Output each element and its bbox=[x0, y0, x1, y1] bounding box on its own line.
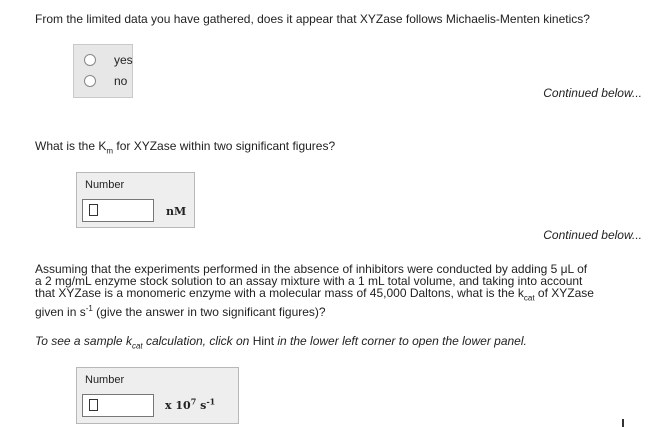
kcat-number-label: Number bbox=[85, 374, 125, 386]
km-number-panel bbox=[76, 172, 195, 228]
q3-line-4-after: (give the answer in two significant figures)? bbox=[92, 305, 326, 319]
hint-kcat-subscript: cat bbox=[131, 341, 143, 351]
continued-below-1: Continued below... bbox=[543, 86, 642, 100]
km-number-label: Number bbox=[85, 179, 125, 191]
text-cursor bbox=[89, 204, 98, 216]
text-cursor bbox=[89, 399, 98, 411]
kcat-unit bbox=[165, 396, 216, 412]
hint-word: Hint bbox=[252, 334, 275, 348]
unit-exponent: 7 bbox=[190, 396, 197, 407]
q3-line-4 bbox=[35, 306, 635, 318]
q2-km-subscript: m bbox=[106, 146, 114, 156]
question-1-text: From the limited data you have gathered, does it appear that XYZase follows Michaelis-Menten kinetics? bbox=[35, 12, 590, 26]
unit-seconds-exponent: -1 bbox=[206, 396, 216, 407]
km-answer-input[interactable] bbox=[82, 199, 154, 222]
radio-no[interactable] bbox=[84, 75, 96, 87]
kcat-number-panel bbox=[76, 367, 239, 424]
hint-text-after: in the lower left corner to open the lower panel. bbox=[274, 334, 527, 348]
q3-line-3 bbox=[35, 286, 635, 303]
unit-seconds: s bbox=[200, 399, 207, 412]
hint-text-mid: calculation, click on bbox=[142, 334, 253, 348]
q2-text-before: What is the K bbox=[35, 139, 107, 153]
answer-options-box bbox=[73, 44, 133, 98]
q3-line-3-before: that XYZase is a monomeric enzyme with a molecular mass of 45,000 Daltons, what is the k bbox=[35, 286, 524, 300]
q3-line-1: Assuming that the experiments performed in the absence of inhibitors were conducted by adding 5 μL of bbox=[35, 262, 588, 276]
q3-kcat-subscript: cat bbox=[523, 293, 535, 303]
radio-yes[interactable] bbox=[84, 54, 96, 66]
q3-line-4-before: given in s bbox=[35, 305, 86, 319]
hint-text-before: To see a sample k bbox=[35, 334, 132, 348]
option-yes-label: yes bbox=[114, 53, 133, 67]
question-3-text bbox=[35, 263, 635, 318]
kcat-answer-input[interactable] bbox=[82, 394, 154, 417]
q3-line-2: a 2 mg/mL enzyme stock solution to an assay mixture with a 1 mL total volume, and taking into account bbox=[35, 274, 583, 288]
q2-text-after: for XYZase within two significant figures? bbox=[113, 139, 336, 153]
continued-below-2: Continued below... bbox=[543, 228, 642, 242]
q3-s-superscript: -1 bbox=[85, 304, 93, 313]
question-2-text bbox=[35, 139, 336, 156]
hint-instruction bbox=[35, 334, 527, 351]
km-unit: nM bbox=[166, 205, 187, 218]
unit-base: 10 bbox=[175, 399, 191, 412]
cut-off-mark bbox=[622, 419, 624, 427]
unit-times: x bbox=[165, 399, 172, 412]
q3-line-3-after: of XYZase bbox=[534, 286, 594, 300]
option-no-label: no bbox=[114, 74, 128, 88]
